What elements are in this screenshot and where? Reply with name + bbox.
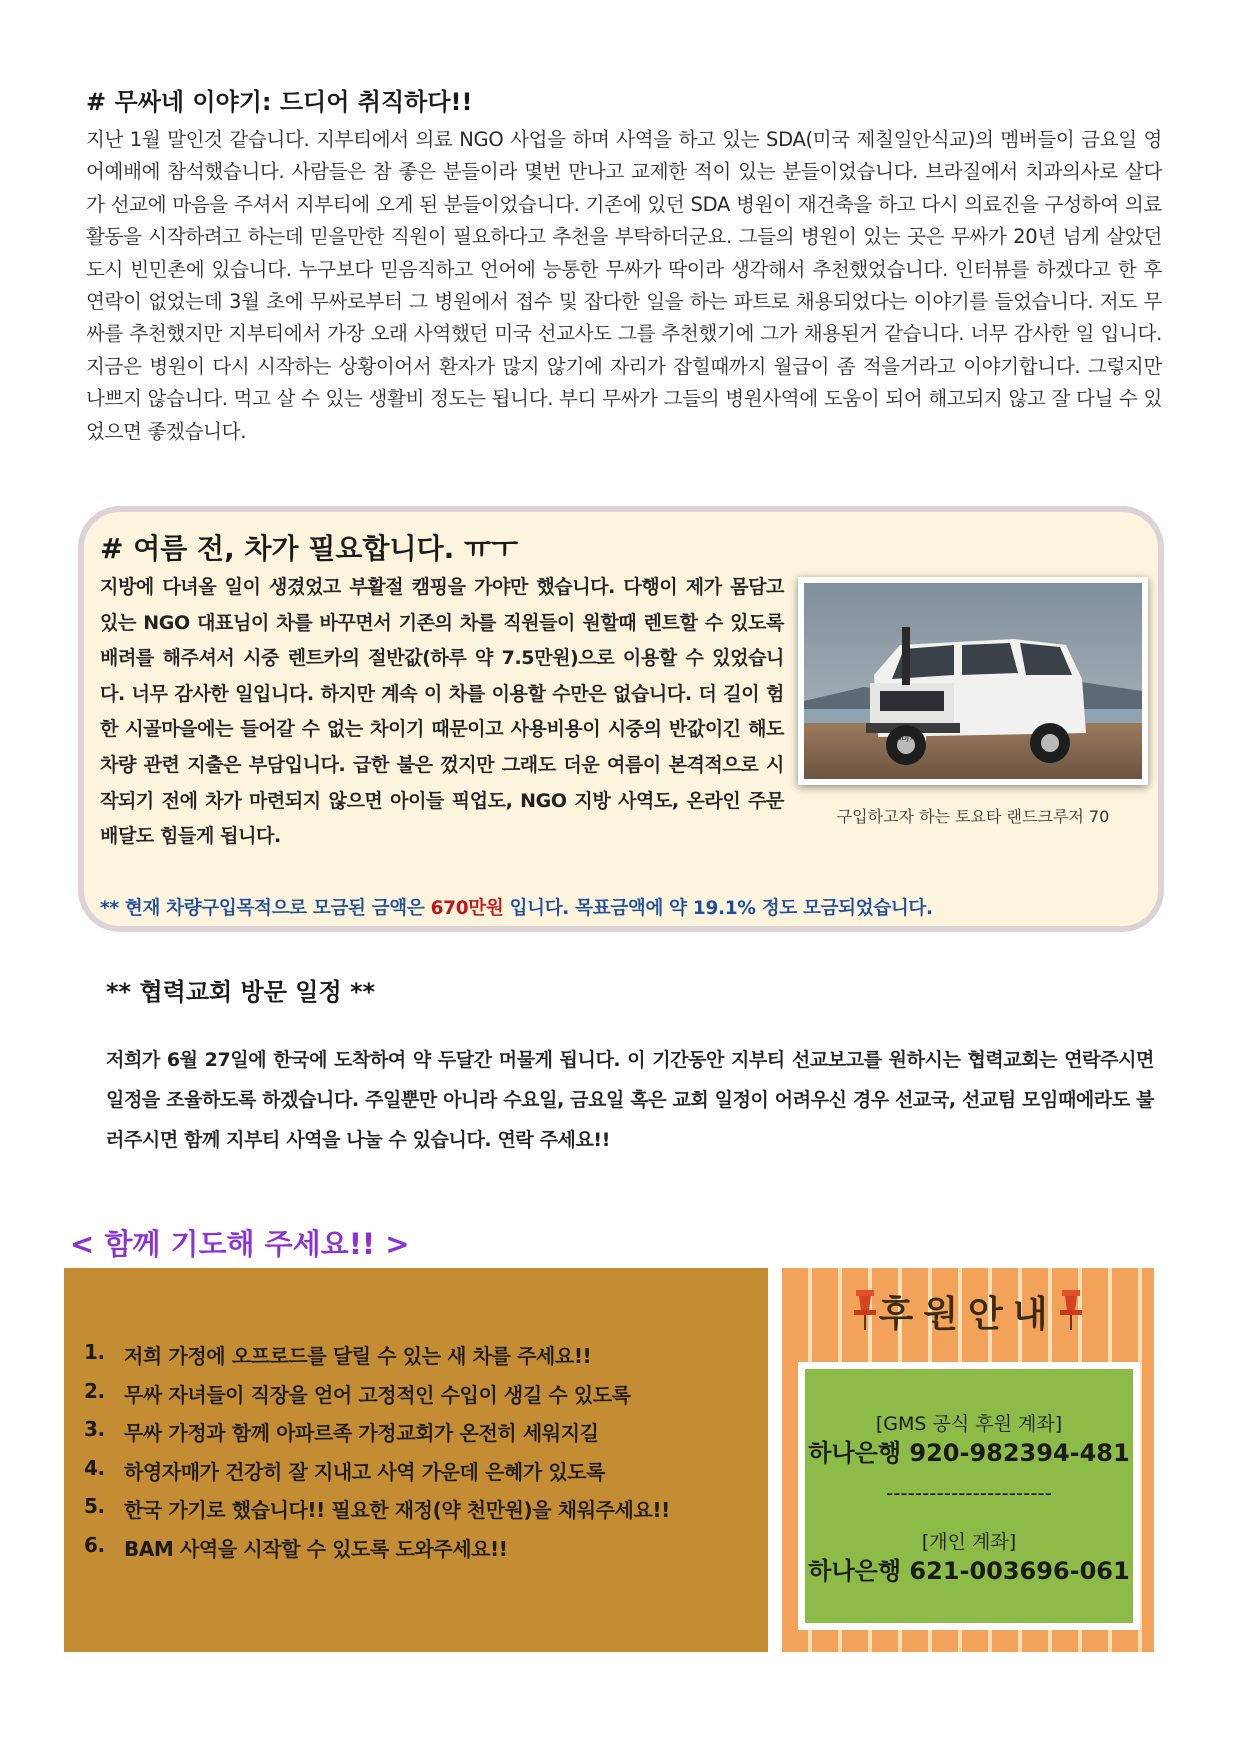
visit-body: 저희가 6월 27일에 한국에 도착하여 약 두달간 머물게 됩니다. 이 기간동안 지부티 선교보고를 원하시는 협력교회는 연락주시면 일정을 조율하도록 하겠습니다. 주일뿐만 아니라 수요일, 금요일 혹은 교회 일정이 어려우신 경우 선교국, 선교팀 모임때에라도 불러주시면 함께 지부티 사역을 나눌 수 있습니다. 연락 주세요!! (106, 1049, 1154, 1151)
fund-amount: 670만원 (430, 898, 504, 919)
prayer-list (84, 1340, 764, 1572)
car-plate: GDJ76 (896, 734, 918, 742)
prayer-item (84, 1340, 764, 1379)
story-title: # 무싸네 이야기: 드디어 취직하다!! (86, 88, 473, 116)
prayer-item-number: 6. (84, 1532, 105, 1557)
prayer-item-number: 3. (84, 1417, 105, 1442)
land-cruiser-image (804, 583, 1142, 779)
prayer-item-text: BAM 사역을 시작할 수 있도록 도와주세요!! (124, 1536, 508, 1561)
divider: ----------------------- (886, 1481, 1052, 1505)
gms-account-label: [GMS 공식 후원 계좌] (875, 1413, 1063, 1435)
visit-title: ** 협력교회 방문 일정 ** (106, 978, 376, 1006)
prayer-item (84, 1417, 764, 1456)
fund-prefix: ** 현재 차량구입목적으로 모금된 금액은 (100, 898, 431, 919)
prayer-item-number: 4. (84, 1455, 105, 1480)
prayer-item (84, 1379, 764, 1418)
car-body: 지방에 다녀올 일이 생겼었고 부활절 캠핑을 가야만 했습니다. 다행이 제가 몸담고 있는 NGO 대표님이 차를 바꾸면서 기존의 차를 직원들이 원할때 렌트할 수 있도록 배려를 해주셔서 시중 렌트카의 절반값(하루 약 7.5만원)으로 이용할 수 있었습니다. 너무 감사한 일입니다. 하지만 계속 이 차를 이용할 수만은 없습니다. 더 길이 험한 시골마을에는 들어갈 수 없는 차이기 때문이고 사용비용이 시중의 반값이긴 해도 차량 관련 지출은 부담입니다. 급한 불은 껐지만 그래도 더운 여름이 본격적으로 시작되기 전에 차가 마련되지 않으면 아이들 픽업도, NGO 지방 사역도, 온라인 주문 배달도 힘들게 됩니다. (100, 576, 784, 848)
gms-account-number: 하나은행 920-982394-481 (808, 1439, 1130, 1467)
prayer-item-text: 무싸 가정과 함께 아파르족 가정교회가 온전히 세워지길 (124, 1421, 599, 1446)
prayer-item-text: 한국 가기로 했습니다!! 필요한 재정(약 천만원)을 채워주세요!! (124, 1498, 670, 1523)
prayer-item-number: 2. (84, 1378, 105, 1403)
story-body: 지난 1월 말인것 같습니다. 지부티에서 의료 NGO 사업을 하며 사역을 하고 있는 SDA(미국 제칠일안식교)의 멤버들이 금요일 영어예배에 참석했습니다. 사람들은 참 좋은 분들이라 몇번 만나고 교제한 적이 있는 분들이었습니다. 브라질에서 치과의사로 살다가 선교에 마음을 주셔서 지부티에 오게 된 분들이었습니다. 기존에 있던 SDA 병원이 재건축을 하고 다시 의료진을 구성하여 의료활동을 시작하려고 하는데 믿을만한 직원이 필요하다고 추천을 부탁하더군요. 그들의 병원이 있는 곳은 무싸가 20년 넘게 살았던 도시 빈민촌에 있습니다. 누구보다 믿음직하고 언어에 능통한 무싸가 딱이라 생각해서 추천했었습니다. 인터뷰를 하겠다고 한 후 연락이 없었는데 3월 초에 무싸로부터 그 병원에서 접수 및 잡다한 일을 하는 파트로 채용되었다는 이야기를 들었습니다. 저도 무싸를 추천했지만 지부티에서 가장 오래 사역했던 미국 선교사도 그를 추천했기에 그가 채용된거 같습니다. 너무 감사한 일 입니다. 지금은 병원이 다시 시작하는 상황이어서 환자가 많지 않기에 자리가 잡힐때까지 월급이 좀 적을거라고 이야기합니다. 그렇지만 나쁘지 않습니다. 먹고 살 수 있는 생활비 정도는 됩니다. 부디 무싸가 그들의 병원사역에 도움이 되어 해고되지 않고 잘 다닐 수 있었으면 좋겠습니다. (86, 128, 1162, 443)
personal-account-label: [개인 계좌] (921, 1531, 1017, 1553)
fund-suffix: 입니다. 목표금액에 약 19.1% 정도 모금되었습니다. (503, 898, 933, 919)
support-accounts (798, 1362, 1140, 1630)
car-photo (798, 577, 1148, 785)
car-photo-caption: 구입하고자 하는 토요타 랜드크루저 70 (836, 807, 1110, 826)
prayer-item-text: 저희 가정에 오프로드를 달릴 수 있는 새 차를 주세요!! (124, 1344, 592, 1368)
prayer-item-number: 5. (84, 1494, 105, 1519)
prayer-item (84, 1494, 764, 1533)
prayer-item-text: 무싸 자녀들이 직장을 얻어 고정적인 수입이 생길 수 있도록 (124, 1382, 631, 1407)
prayer-title: < 함께 기도해 주세요!! > (70, 1227, 410, 1261)
fundraising-status (100, 894, 933, 920)
prayer-item (84, 1456, 764, 1495)
personal-account-number: 하나은행 621-003696-061 (808, 1557, 1130, 1585)
prayer-item-text: 하영자매가 건강히 잘 지내고 사역 가운데 은혜가 있도록 (124, 1459, 606, 1484)
prayer-item-number: 1. (84, 1340, 105, 1364)
support-title: 후원안내 (878, 1294, 1058, 1335)
car-title: # 여름 전, 차가 필요합니다. ㅠㅜ (100, 532, 519, 565)
prayer-item (84, 1533, 764, 1572)
